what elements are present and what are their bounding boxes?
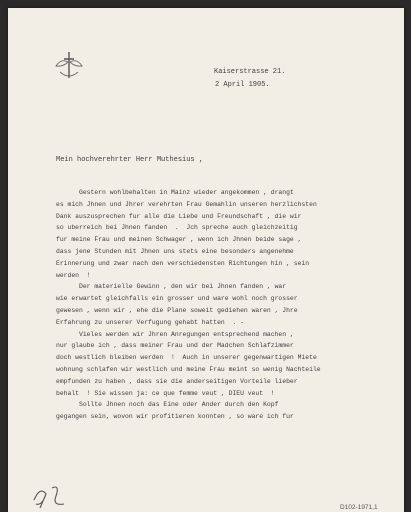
letter-line: Dank auszusprechen fur alle die Liebe und Freundschaft , die wir [56, 212, 302, 220]
letter-line: so uberreich bei Jhnen fanden . Jch spreche auch gleichzeitig [56, 224, 298, 232]
letter-line: wohnung schlafen wir westlich und meine Frau meint so wenig Nachteile [56, 365, 321, 373]
cross-emblem-icon [52, 48, 86, 82]
signature-initials [30, 482, 72, 510]
sender-address [214, 66, 285, 92]
letter-line: Erinnerung und zwar nach den verschiedensten Richtungen hin , sein [56, 259, 310, 267]
archive-number: D102-1971,1 [340, 504, 378, 511]
letter-line: gewesen , wenn wir , ehe die Plane soweit gediehen waren , Jhre [56, 306, 298, 314]
letter-line: Erfahrung zu unserer Verfugung gehabt hatten . - [56, 318, 244, 326]
salutation: Mein hochverehrter Herr Muthesius , [56, 156, 204, 164]
date-line: 2 April 1905. [215, 81, 270, 89]
letter-line: es mich Jhnen und Jhrer verehrten Frau Gemahlin unseren herzlichsten [56, 200, 317, 208]
letter-line: werden ! [56, 271, 91, 279]
address-line: Kaiserstrasse 21. [214, 68, 286, 76]
letter-line: Vieles werden wir Jhren Anregungen entsprechend machen , [56, 330, 294, 338]
letter-page [8, 8, 404, 512]
letter-line: nur glaube ich , dass meiner Frau und der Madchen Schlafzimmer [56, 342, 294, 350]
letter-line: wie erwartet gleichfalls ein grosser und ware wohl noch grosser [56, 295, 298, 303]
letter-line: dass jene Stunden mit Jhnen uns stets eine besonders angenehme [56, 247, 294, 255]
letter-line: doch westlich bleiben werden ! Auch in unserer gegenwartigen Miete [56, 354, 317, 362]
letter-line: Sollte Jhnen noch das Eine oder Ander durch den Kopf [56, 401, 279, 409]
letter-line: Der materielle Gewinn , den wir bei Jhnen fanden , war [56, 283, 287, 291]
letter-line: behalt ! Sie wissen ja: ce que femme veut , DIEU veut ! [56, 389, 275, 397]
letter-line: gegangen sein, wovon wir profitieren konnten , so ware ich fur [56, 413, 294, 421]
letter-line: Gestern wohlbehalten in Mainz wieder angekommen , drangt [56, 189, 294, 196]
letter-line: fur meine Frau und meinen Schwager , wenn ich Jhnen beide sage , [56, 236, 302, 244]
letter-body [56, 187, 401, 423]
letter-line: empfunden zu haben , dass sie die anderseitigen Vorteile lieber [56, 377, 298, 385]
